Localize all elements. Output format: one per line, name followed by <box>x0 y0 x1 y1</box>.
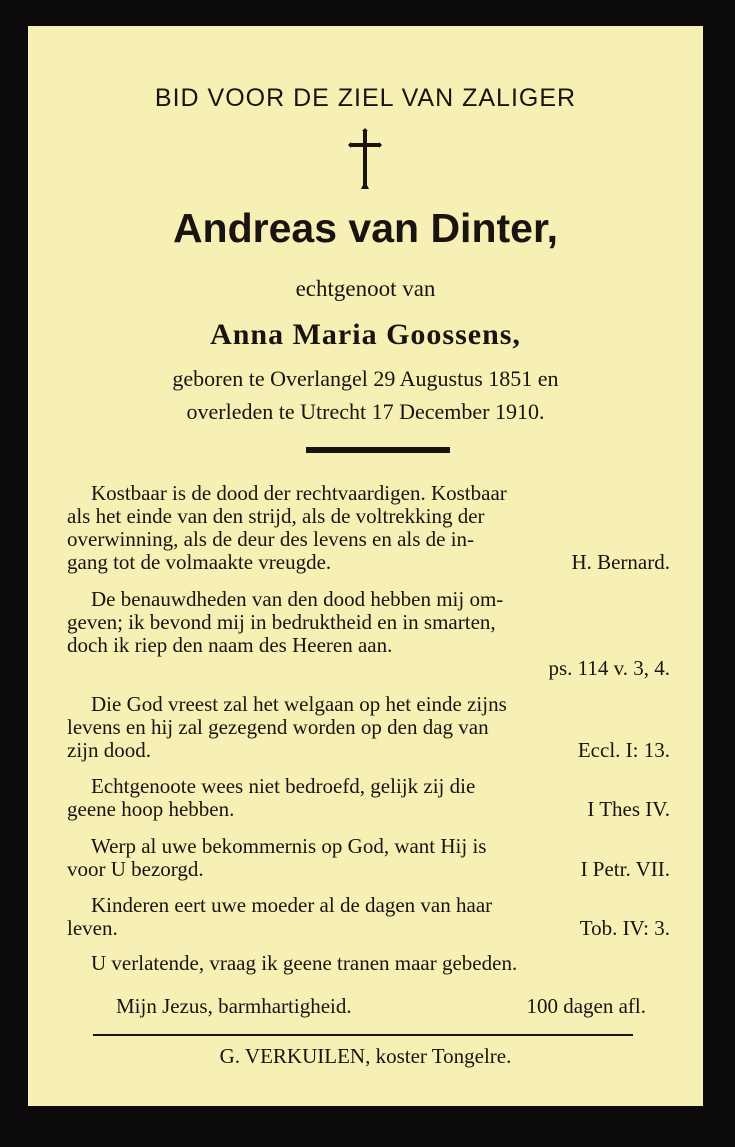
verse-line-with-ref <box>67 551 670 574</box>
spouse-label: echtgenoot van <box>295 276 436 301</box>
verse-tobit <box>67 894 670 940</box>
footer-divider <box>93 1034 633 1036</box>
death-line: overleden te Utrecht 17 December 1910. <box>186 399 545 424</box>
verse-line: Die God vreest zal het welgaan op het einde zijns <box>91 692 507 716</box>
verse-line-with-ref <box>67 917 670 940</box>
verse-line: Echtgenoote wees niet bedroefd, gelijk zij die <box>91 774 476 798</box>
verse-bernard <box>67 482 670 574</box>
decorative-rule <box>306 447 450 453</box>
verse-line: Werp al uwe bekommernis op God, want Hij is <box>91 834 487 858</box>
card-header: BID VOOR DE ZIEL VAN ZALIGER <box>154 84 577 112</box>
verse-line: Kinderen eert uwe moeder al de dagen van haar <box>91 893 493 917</box>
indulgence-days: 100 dagen afl. <box>526 994 646 1018</box>
verse-reference: H. Bernard. <box>571 550 670 574</box>
verse-line: gang tot de volmaakte vreugde. <box>67 550 332 574</box>
verse-ecclesiastes <box>67 693 670 762</box>
verse-line: Kostbaar is de dood der rechtvaardigen. Kostbaar <box>91 481 507 505</box>
verse-line: als het einde van den strijd, als de voltrekking der <box>67 504 485 528</box>
verse-psalm <box>67 588 670 680</box>
verse-reference: Eccl. I: 13. <box>577 738 670 762</box>
verse-line-with-ref <box>67 798 670 821</box>
verse-peter <box>67 835 670 881</box>
memorial-card <box>28 26 703 1106</box>
printer-credit: G. VERKUILEN, koster Tongelre. <box>219 1044 512 1068</box>
birth-line: geboren te Overlangel 29 Augustus 1851 en <box>172 366 559 391</box>
verse-closing <box>67 952 670 975</box>
verse-ref-line <box>67 657 670 680</box>
verse-reference: ps. 114 v. 3, 4. <box>548 656 670 680</box>
spouse-name: Anna Maria Goossens, <box>210 318 521 351</box>
verse-line: De benauwdheden van den dood hebben mij om- <box>91 587 504 611</box>
verse-line: geven; ik bevond mij in bedruktheid en in smarten, <box>67 610 496 634</box>
cross-icon <box>345 127 385 191</box>
verse-line: doch ik riep den naam des Heeren aan. <box>67 633 393 657</box>
verse-line: overwinning, als de deur des levens en als de in- <box>67 527 475 551</box>
verse-line: U verlatende, vraag ik geene tranen maar gebeden. <box>91 951 518 975</box>
verse-line: zijn dood. <box>67 738 151 762</box>
verse-line: voor U bezorgd. <box>67 857 204 881</box>
verse-line-with-ref <box>67 858 670 881</box>
verse-line: geene hoop hebben. <box>67 797 235 821</box>
verse-reference: I Petr. VII. <box>580 857 670 881</box>
verse-line: leven. <box>67 916 118 940</box>
deceased-name: Andreas van Dinter, <box>172 205 559 251</box>
verse-reference: Tob. IV: 3. <box>579 916 670 940</box>
verse-thessalonians <box>67 775 670 821</box>
verse-reference: I Thes IV. <box>587 797 670 821</box>
card-content <box>28 26 703 1106</box>
verse-line: levens en hij zal gezegend worden op den dag van <box>67 715 489 739</box>
verse-line-with-ref <box>67 739 670 762</box>
indulgence-prayer: Mijn Jezus, barmhartigheid. <box>116 994 352 1018</box>
indulgence-line <box>116 994 646 1019</box>
